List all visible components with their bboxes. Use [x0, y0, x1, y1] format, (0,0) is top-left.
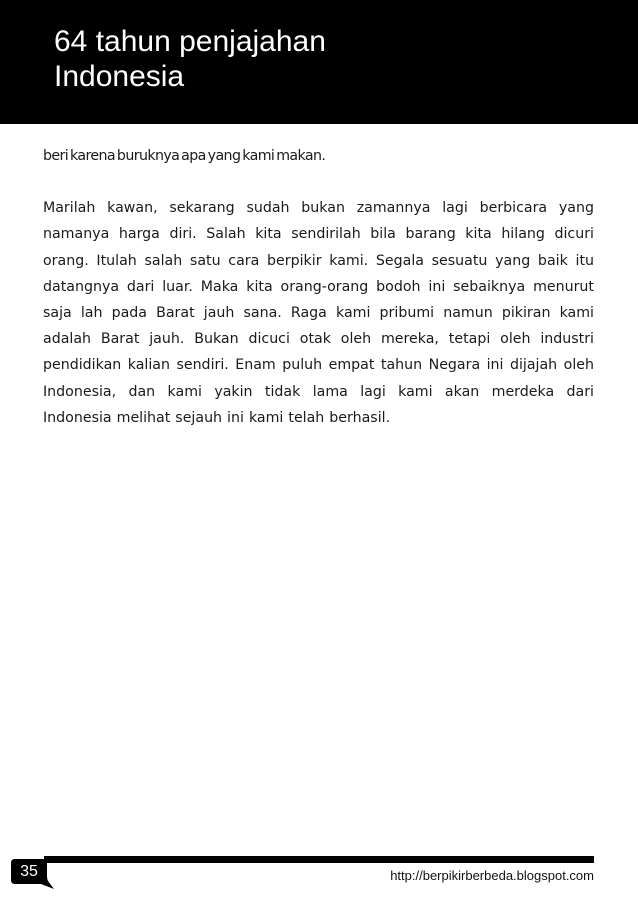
chapter-title: [54, 24, 574, 94]
page-number-badge: [11, 858, 55, 890]
footer-rule: [44, 856, 594, 863]
paragraph-continuation: beri karena buruknya apa yang kami makan.: [43, 148, 326, 164]
chapter-title-line-2: Indonesia: [54, 60, 185, 93]
footer-url: http://berpikirberbeda.blogspot.com: [390, 868, 594, 883]
chapter-header: [0, 0, 638, 124]
chapter-title-line-1: 64 tahun penjajahan: [54, 25, 326, 58]
paragraph-main: Marilah kawan, sekarang sudah bukan zamannya lagi berbicara yang namanya harga diri. Salah kita sendirilah bila barang kita hilang dicuri orang. Itulah salah satu cara berpikir kami. Segala sesuatu yang baik itu datangnya dari luar. Maka kita orang-orang bodoh ini sebaiknya menurut saja lah pada Barat jauh sana. Raga kami pribumi namun pikiran kami adalah Barat jauh. Bukan dicuci otak oleh mereka, tetapi oleh industri pendidikan kalian sendiri. Enam puluh empat tahun Negara ini dijajah oleh Indonesia, dan kami yakin tidak lama lagi kami akan merdeka dari Indonesia melihat sejauh ini kami telah berhasil.: [43, 200, 594, 426]
body-text: [43, 143, 594, 431]
page-number: 35: [20, 863, 38, 880]
